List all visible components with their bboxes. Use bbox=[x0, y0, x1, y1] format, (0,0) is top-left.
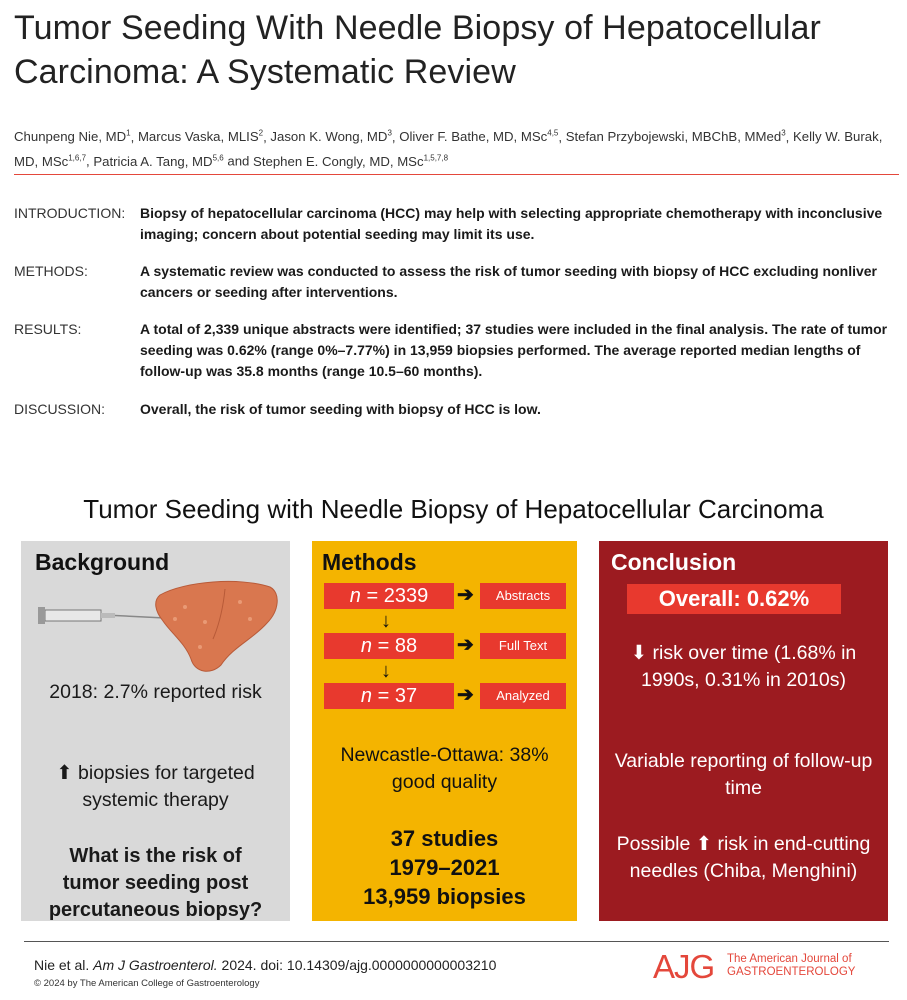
author-list: Chunpeng Nie, $MD^1$, Marcus Vaska, MLIS$^2$, Jason K. Wong, $MD^3$, Oliver F. Bathe, MD, MSc$^{4,5}$, Stefan Przybojewski, MBChB, MMed$^3$, Kelly W. Burak, MD, MSc$^{1,6,7}$, Patricia A. Tang, MD$^{5,6}$ and Stephen E. Congly, MD, MSc$^{1,5,7,8}$ bbox=[14, 129, 883, 169]
methods-panel bbox=[312, 541, 577, 921]
copyright: © 2024 by The American College of Gastroenterology bbox=[34, 978, 260, 989]
reported-risk-text: 2018: 2.7% reported risk bbox=[49, 681, 262, 703]
reporting-text: Variable reporting of follow-up time bbox=[614, 750, 873, 799]
footer-divider bbox=[24, 941, 889, 942]
author[interactable]: Stefan Przybojewski, MBChB, MMed$^3$ bbox=[565, 129, 786, 145]
liver-icon bbox=[156, 581, 278, 671]
down-arrow-icon: ↓ bbox=[381, 660, 391, 682]
methods-heading: Methods bbox=[322, 549, 417, 575]
author[interactable]: Stephen E. Congly, MD, MSc$^{1,5,7,8}$ bbox=[253, 153, 449, 169]
section-label: RESULTS: bbox=[14, 321, 82, 337]
section-text: A systematic review was conducted to assess the risk of tumor seeding with biopsy of HCC excluding nonliver cancers or seeding after interventions. bbox=[140, 263, 877, 300]
section-label: METHODS: bbox=[14, 263, 88, 279]
abstract-results bbox=[14, 319, 899, 382]
abstract-methods bbox=[14, 261, 899, 303]
n-fulltext-box: n = 88 bbox=[324, 633, 454, 659]
journal-name: The American Journal of GASTROENTEROLOGY bbox=[727, 953, 856, 978]
header-divider bbox=[14, 174, 899, 175]
visual-abstract-title: Tumor Seeding with Needle Biopsy of Hepatocellular Carcinoma bbox=[83, 494, 824, 524]
research-question: What is the risk of tumor seeding post percutaneous biopsy? bbox=[48, 845, 263, 921]
right-arrow-icon: ➔ bbox=[457, 634, 474, 656]
section-text: A total of 2,339 unique abstracts were identified; 37 studies were included in the final analysis. The rate of tumor seeding was 0.62% (range 0%–7.77%) in 13,959 biopsies performed. The average reported median lengths of follow-up was 35.8 months (range 10.5–60 months). bbox=[140, 321, 888, 379]
risk-over-time-text: ⬇ risk over time (1.68% in 1990s, 0.31% in 2010s) bbox=[630, 642, 857, 691]
journal-abbrev: Am J Gastroenterol. bbox=[93, 957, 218, 973]
author[interactable]: Marcus Vaska, MLIS$^2$ bbox=[137, 129, 264, 145]
doi-link[interactable]: 2024. doi: 10.14309/ajg.0000000000003210 bbox=[221, 957, 497, 973]
section-text: Overall, the risk of tumor seeding with biopsy of HCC is low. bbox=[140, 401, 541, 417]
overall-rate-badge: Overall: 0.62% bbox=[627, 584, 841, 614]
analyzed-label-box: Analyzed bbox=[480, 683, 566, 709]
citation: Nie et al. Am J Gastroenterol. 2024. doi: 10.14309/ajg.0000000000003210 bbox=[34, 957, 497, 973]
author[interactable]: Jason K. Wong, $MD^3$ bbox=[270, 129, 392, 145]
needles-text: Possible ⬆ risk in end-cutting needles (Chiba, Menghini) bbox=[616, 833, 871, 882]
author[interactable]: Oliver F. Bathe, MD, MSc$^{4,5}$ bbox=[399, 129, 559, 145]
biopsies-count: 13,959 biopsies bbox=[363, 884, 526, 909]
years-range: 1979–2021 bbox=[389, 855, 500, 880]
conclusion-heading: Conclusion bbox=[611, 549, 737, 575]
fulltext-label-box: Full Text bbox=[480, 633, 566, 659]
biopsies-increase-text: ⬆ biopsies for targeted systemic therapy bbox=[56, 762, 255, 811]
quality-text: Newcastle-Ottawa: 38% good quality bbox=[340, 744, 549, 793]
author[interactable]: Chunpeng Nie, $MD^1$ bbox=[14, 129, 131, 145]
author[interactable]: Kelly W. Burak, MD, MSc$^{1,6,7}$ bbox=[14, 129, 883, 169]
background-panel bbox=[21, 541, 290, 921]
n-analyzed-box: n = 37 bbox=[324, 683, 454, 709]
section-label: INTRODUCTION: bbox=[14, 205, 126, 221]
n-abstracts-box: n = 2339 bbox=[324, 583, 454, 609]
abstracts-label-box: Abstracts bbox=[480, 583, 566, 609]
section-text: Biopsy of hepatocellular carcinoma (HCC) may help with selecting appropriate chemotherapy with inconclusive imaging; concern about potential seeding may limit its use. bbox=[140, 205, 883, 242]
abstract-introduction bbox=[14, 203, 899, 245]
studies-count: 37 studies bbox=[390, 826, 499, 851]
conclusion-panel bbox=[599, 541, 888, 921]
ajg-logo: AJG bbox=[653, 948, 715, 985]
section-label: DISCUSSION: bbox=[14, 401, 106, 417]
right-arrow-icon: ➔ bbox=[457, 684, 474, 706]
background-heading: Background bbox=[35, 549, 170, 575]
author[interactable]: Patricia A. Tang, MD$^{5,6}$ bbox=[93, 153, 224, 169]
down-arrow-icon: ↓ bbox=[381, 610, 391, 632]
up-arrow-icon: ⬆ bbox=[56, 762, 73, 784]
article-title: Tumor Seeding With Needle Biopsy of Hepatocellular Carcinoma: A Systematic Review bbox=[14, 9, 821, 91]
down-arrow-icon: ⬇ bbox=[630, 642, 648, 664]
abstract-discussion bbox=[14, 399, 899, 420]
right-arrow-icon: ➔ bbox=[457, 584, 474, 606]
syringe-liver-icon bbox=[35, 577, 285, 677]
